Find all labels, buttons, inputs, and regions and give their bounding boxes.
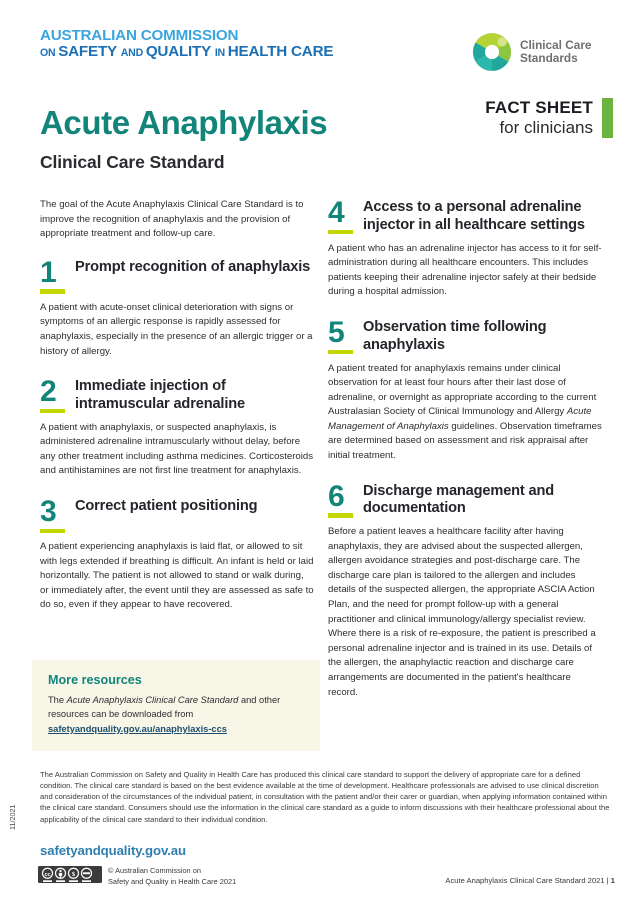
statement-5-header	[328, 315, 602, 355]
footer-doc-title: Acute Anaphylaxis Clinical Care Standard 2021 |	[445, 876, 611, 885]
ccs-word-line-1: Clinical Care	[520, 37, 592, 52]
statement-1-number-group	[40, 255, 66, 294]
page-title: Acute Anaphylaxis	[40, 104, 328, 141]
statement-4-title: Access to a personal adrenaline injector in all healthcare settings	[363, 199, 585, 233]
statement-1-number: 1	[40, 255, 57, 289]
statement-3-header	[40, 497, 314, 533]
svg-text:cc: cc	[44, 871, 51, 878]
right-column	[328, 198, 602, 718]
statement-6-title: Discharge management and documentation	[363, 482, 555, 517]
statement-1-title: Prompt recognition of anaphylaxis	[75, 258, 311, 275]
statement-5-number: 5	[328, 315, 345, 349]
statement-2	[40, 377, 314, 479]
statement-2-accent-bar	[40, 409, 65, 414]
statement-3-title: Correct patient positioning	[75, 498, 258, 515]
clinical-care-standards-wordmark	[520, 39, 591, 65]
statement-6-body: Before a patient leaves a healthcare facility after having anaphylaxis, they are advised about the suspected allergen, allergen avoidance strategies and post-discharge care. The discharge care plan is tailored to the allergen and includes details of the suspected allergen, the appropriate ASCIA Action Plan, and the need for prompt follow-up with a general practitioner and clinical immunology/allergy specialist review. Where there is a risk of re-exposure, the patient is prescribed a personal adrenaline injector and is trained in its use. Details of the allergen, the anaphylactic reaction and discharge care arrangements are documented in the patient's healthcare record.	[328, 526, 596, 698]
fact-sheet-label: FACT SHEET	[485, 98, 593, 117]
copyright-notice	[108, 866, 236, 887]
statement-2-title: Immediate injection of intramuscular adrenaline	[75, 378, 245, 412]
statement-1-body: A patient with acute-onset clinical deterioration with signs or symptoms of an allergic response is rapidly assessed for anaphylaxis, especially in the presence of an allergic trigger or a history of allergy.	[40, 301, 313, 357]
page-number: 1	[610, 876, 615, 885]
statement-3-number-group	[40, 497, 66, 533]
svg-text:$: $	[71, 870, 76, 878]
statement-5-body-part-2: guidelines. Observation timeframes are determined based on assessment and risk appraisal after initial treatment.	[328, 420, 602, 461]
statement-6	[328, 479, 602, 701]
statement-3-body: A patient experiencing anaphylaxis is laid flat, or allowed to sit with legs extended if breathing is difficult. An infant is held or laid horizontally. The patient is not allowed to stand or walk during, or immediately after, the event until they are assessed as safe to do so, even if they appear to have recovered.	[40, 541, 314, 611]
statement-5-body-italic: Acute Management of Anaphylaxis	[328, 406, 592, 432]
statement-2-header	[40, 377, 314, 414]
acsqhc-logo-line-1: AUSTRALIAN COMMISSION	[40, 27, 239, 44]
more-resources-title: More resources	[48, 673, 142, 687]
statement-6-header	[328, 479, 602, 519]
statement-6-number: 6	[328, 479, 345, 513]
fact-sheet-audience: for clinicians	[499, 118, 593, 138]
more-resources-text-part-2: and other resources can be downloaded from	[48, 695, 281, 720]
fact-sheet-badge	[485, 98, 613, 138]
more-resources-text	[48, 693, 304, 736]
statement-5-accent-bar	[328, 350, 353, 355]
statement-5-body-part-1: A patient treated for anaphylaxis remains under clinical observation for at least four hours after their last dose of adrenaline, or overnight as appropriate according to the current Australasian Society of Clinical Immunology and Allergy	[328, 362, 597, 418]
statement-1-header	[40, 255, 314, 294]
statement-5	[328, 315, 602, 464]
fact-sheet-badge-text	[485, 98, 593, 138]
statement-3-accent-bar	[40, 529, 65, 534]
statement-5-number-group	[328, 315, 354, 354]
statement-4-number: 4	[328, 196, 345, 229]
more-resources-box	[32, 660, 320, 751]
footer-website-url[interactable]: safetyandquality.gov.au	[40, 843, 186, 858]
statement-5-body	[328, 362, 602, 464]
statement-6-number-group	[328, 479, 354, 518]
clinical-care-standards-logo	[471, 31, 591, 73]
more-resources-link[interactable]: safetyandquality.gov.au/anaphylaxis-ccs	[48, 723, 227, 734]
fact-sheet-accent-bar	[602, 98, 613, 138]
intro-paragraph: The goal of the Acute Anaphylaxis Clinical Care Standard is to improve the recognition of anaphylaxis and the provision of appropriate treatment and follow-up care.	[40, 199, 304, 240]
statement-3	[40, 497, 314, 613]
statement-2-number-group	[40, 377, 66, 413]
statement-4	[328, 198, 602, 300]
page-subtitle: Clinical Care Standard	[40, 152, 225, 172]
more-resources-text-italic: Acute Anaphylaxis Clinical Care Standard	[66, 695, 239, 705]
side-publication-date: 11/2021	[8, 804, 17, 830]
ccs-word-line-2: Standards	[520, 51, 578, 65]
statement-1-accent-bar	[40, 289, 65, 294]
acsqhc-logo	[40, 28, 333, 60]
statement-4-accent-bar	[328, 230, 353, 235]
statement-3-number: 3	[40, 495, 57, 529]
statement-5-title: Observation time following anaphylaxis	[363, 318, 547, 353]
copyright-line-2: Safety and Quality in Health Care 2021	[108, 876, 237, 886]
disclaimer-text: The Australian Commission on Safety and Quality in Health Care has produced this clinical care standard to support the delivery of appropriate care for a defined condition. The clinical care standard is based on the best evidence available at the time of development. Healthcare professionals are advised to use clinical discretion and consideration of the circumstances of the individual patient, in consultation with the patient and/or their carer or guardian, when applying information contained within the clinical care standard. Consumers should use the information in the clinical care standard as a guide to inform discussions with their healthcare professional about the applicability of the clinical care standard to their individual condition.	[40, 769, 610, 824]
statement-4-header	[328, 198, 602, 235]
statement-6-accent-bar	[328, 513, 353, 518]
statement-1	[40, 255, 314, 359]
creative-commons-by-nc-nd-icon	[38, 866, 102, 883]
more-resources-text-part-1: The	[48, 695, 67, 705]
left-column	[40, 198, 314, 631]
page-header	[0, 0, 639, 90]
statement-4-body: A patient who has an adrenaline injector has access to it for self-administration during all healthcare encounters. This includes patients keeping their adrenaline injector safely at their bedside during a hospital admission.	[328, 242, 602, 298]
statement-2-body: A patient with anaphylaxis, or suspected anaphylaxis, is administered adrenaline intramuscularly without delay, before any other treatment including asthma medicines. Corticosteroids and antihistamines are not first line treatment for anaphylaxis.	[40, 421, 314, 477]
statement-4-number-group	[328, 198, 354, 234]
clinical-care-standards-ring-icon	[471, 31, 513, 73]
statement-2-number: 2	[40, 375, 57, 409]
footer-document-reference	[445, 876, 615, 885]
copyright-line-1: © Australian Commission on	[108, 866, 201, 875]
acsqhc-logo-line-2: ON SAFETY AND QUALITY IN HEALTH CARE	[40, 43, 334, 61]
